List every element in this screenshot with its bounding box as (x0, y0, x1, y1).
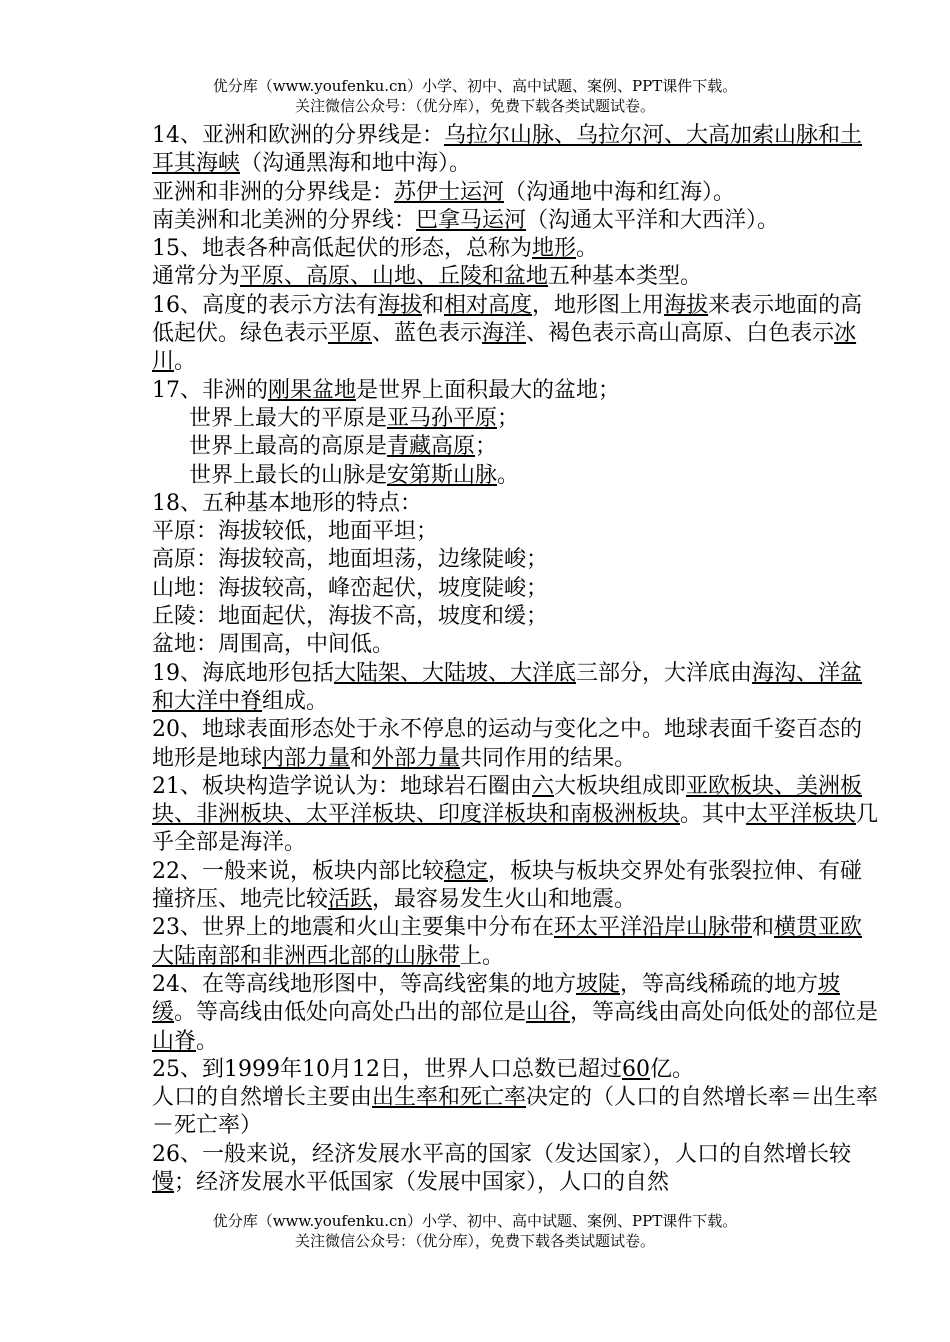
underlined-answer: 慢 (152, 1169, 175, 1195)
text-run: 来表示地面的高低起伏。绿色表示 (152, 292, 863, 347)
text-run: 亚洲和非洲的分界线是： (152, 179, 395, 205)
paragraph (152, 546, 882, 574)
paragraph (152, 518, 882, 546)
paragraph (152, 660, 882, 717)
paragraph (152, 631, 882, 659)
text-run: 20、地球表面形态处于永不停息的运动与变化之中。地球表面千姿百态的地形是地球 (152, 717, 862, 771)
paragraph (152, 462, 882, 490)
text-run: 和 (422, 292, 445, 318)
paragraph (152, 433, 882, 461)
paragraph (152, 405, 882, 433)
paragraph (152, 575, 882, 603)
text-run: （沟通地中海和红海）。 (504, 179, 736, 205)
underlined-answer: 亚欧板块、美洲板块、非洲板块、太平洋板块、印度洋板块和南极洲板块 (152, 773, 863, 828)
paragraph (152, 490, 882, 518)
paragraph (152, 377, 882, 405)
underlined-answer: 60 (621, 1056, 650, 1082)
text-run: 26、一般来说，经济发展水平高的国家（发达国家），人口的自然增长较 (152, 1141, 851, 1167)
paragraph (152, 914, 882, 971)
text-run: ； (475, 434, 498, 460)
text-run: ； (497, 405, 520, 431)
underlined-answer: 平原 (328, 321, 373, 347)
paragraph (152, 971, 882, 1056)
underlined-answer: 海洋 (482, 321, 527, 347)
text-run: 几乎全部是海洋。 (152, 802, 879, 856)
underlined-answer: 环太平洋沿岸山脉带 (554, 915, 753, 941)
footer-line-1: 优分库（www.youfenku.cn）小学、初中、高中试题、案例、PPT课件下载。 (212, 1212, 738, 1230)
underlined-answer: 巴拿马运河 (416, 207, 527, 233)
underlined-answer: 地形 (532, 236, 577, 262)
text-run: 组成。 (262, 688, 329, 714)
text-run: 。等高线由低处向高处凸出的部位是 (174, 1000, 527, 1026)
text-run: 决定的（人口的自然增长率＝出生率－死亡率） (152, 1085, 879, 1139)
paragraph (152, 773, 882, 858)
underlined-answer: 海拔 (378, 292, 423, 318)
text-run: 25、到1999年10月12日，世界人口总数已超过 (152, 1056, 622, 1082)
text-run: 盆地：周围高，中间低。 (152, 632, 395, 658)
text-run: 大板块组成即 (554, 773, 687, 799)
page-header (0, 76, 950, 116)
underlined-answer: 六 (532, 773, 555, 799)
paragraph (152, 207, 882, 235)
text-run: ，地形图上用 (532, 292, 665, 318)
paragraph (152, 1056, 882, 1084)
underlined-answer: 大陆架、大陆坡、大洋底 (334, 660, 577, 686)
text-run: 通常分为 (152, 264, 241, 290)
underlined-answer: 出生率和死亡率 (372, 1085, 527, 1111)
paragraph (152, 179, 882, 207)
text-run: 22、一般来说，板块内部比较 (152, 858, 444, 884)
text-run: 。其中 (680, 802, 747, 828)
text-run: 山地：海拔较高，峰峦起伏，坡度陡峻； (152, 575, 549, 601)
text-run: 16、高度的表示方法有 (152, 292, 378, 318)
text-run: 和 (752, 915, 775, 941)
underlined-answer: 坡缓 (152, 971, 841, 1026)
text-run: （沟通太平洋和大西洋）。 (526, 207, 780, 233)
paragraph (152, 1141, 882, 1198)
underlined-answer: 相对高度 (444, 292, 533, 318)
paragraph (152, 235, 882, 263)
text-run: 。 (174, 349, 197, 375)
underlined-answer: 安第斯山脉 (387, 462, 498, 488)
text-run: 世界上最长的山脉是 (189, 462, 388, 488)
paragraph (152, 1084, 882, 1141)
text-run: 23、世界上的地震和火山主要集中分布在 (152, 915, 554, 941)
text-run: 21、板块构造学说认为：地球岩石圈由 (152, 773, 532, 799)
paragraph (152, 263, 882, 291)
text-run: 。 (196, 1028, 219, 1054)
text-run: 平原：海拔较低，地面平坦； (152, 519, 439, 545)
text-run: ，等高线由高处向低处的部位是 (570, 1000, 879, 1026)
text-run: 、蓝色表示 (372, 321, 483, 347)
paragraph (152, 292, 882, 377)
text-run: 14、亚洲和欧洲的分界线是： (152, 123, 444, 148)
underlined-answer: 亚马孙平原 (387, 405, 498, 431)
text-run: ，最容易发生火山和地震。 (372, 887, 637, 913)
text-run: 17、非洲的 (152, 377, 268, 403)
underlined-answer: 坡陡 (576, 971, 621, 997)
footer-line-2: 关注微信公众号：（优分库），免费下载各类试题试卷。 (294, 1232, 655, 1250)
underlined-answer: 乌拉尔山脉、乌拉尔河、大高加索山脉和土耳其海峡 (152, 123, 863, 177)
underlined-answer: 冰川 (152, 321, 857, 375)
paragraph (152, 122, 882, 179)
text-run: ，板块与板块交界处有张裂拉伸、有碰撞挤压、地壳比较 (152, 858, 863, 913)
underlined-answer: 稳定 (444, 858, 489, 884)
page-footer (0, 1211, 950, 1251)
text-run: 是世界上面积最大的盆地； (356, 377, 621, 403)
text-run: 人口的自然增长主要由 (152, 1085, 373, 1111)
text-run: 世界上最高的高原是 (189, 434, 388, 460)
underlined-answer: 苏伊士运河 (394, 179, 505, 205)
text-run: 上。 (460, 943, 505, 969)
header-line-1: 优分库（www.youfenku.cn）小学、初中、高中试题、案例、PPT课件下载。 (212, 77, 738, 95)
underlined-answer: 平原、高原、山地、丘陵和盆地 (240, 264, 549, 290)
underlined-answer: 青藏高原 (387, 434, 476, 460)
text-run: 丘陵：地面起伏，海拔不高，坡度和缓； (152, 604, 549, 630)
text-run: 15、地表各种高低起伏的形态，总称为 (152, 236, 532, 262)
text-run: 。 (497, 462, 520, 488)
paragraph (152, 858, 882, 915)
text-run: 三部分，大洋底由 (576, 660, 753, 686)
text-run: 和 (350, 745, 373, 771)
document-body (152, 122, 882, 1197)
underlined-answer: 外部力量 (372, 745, 461, 771)
text-run: 五种基本类型。 (548, 264, 703, 290)
text-run: （沟通黑海和地中海）。 (240, 151, 472, 177)
underlined-answer: 海沟、洋盆和大洋中脊 (152, 660, 863, 714)
text-run: 共同作用的结果。 (460, 745, 637, 771)
text-run: 24、在等高线地形图中，等高线密集的地方 (152, 971, 576, 997)
text-run: 18、五种基本地形的特点： (152, 490, 422, 516)
underlined-answer: 内部力量 (262, 745, 351, 771)
text-run: 19、海底地形包括 (152, 660, 334, 686)
text-run: 南美洲和北美洲的分界线： (152, 207, 417, 233)
underlined-answer: 山谷 (526, 1000, 571, 1026)
text-run: 世界上最大的平原是 (189, 405, 388, 431)
paragraph (152, 716, 882, 773)
underlined-answer: 活跃 (328, 887, 373, 913)
text-run: 、褐色表示高山高原、白色表示 (526, 321, 835, 347)
header-line-2: 关注微信公众号：（优分库），免费下载各类试题试卷。 (294, 97, 655, 115)
text-run: ；经济发展水平低国家（发展中国家），人口的自然 (174, 1169, 670, 1195)
underlined-answer: 刚果盆地 (268, 377, 357, 403)
text-run: 亿。 (649, 1056, 694, 1082)
paragraph (152, 603, 882, 631)
text-run: 。 (576, 236, 599, 262)
underlined-answer: 山脊 (152, 1028, 197, 1054)
text-run: ，等高线稀疏的地方 (620, 971, 819, 997)
text-run: 高原：海拔较高，地面坦荡，边缘陡峻； (152, 547, 549, 573)
underlined-answer: 横贯亚欧大陆南部和非洲西北部的山脉带 (152, 915, 863, 969)
underlined-answer: 海拔 (664, 292, 709, 318)
underlined-answer: 太平洋板块 (746, 802, 857, 828)
